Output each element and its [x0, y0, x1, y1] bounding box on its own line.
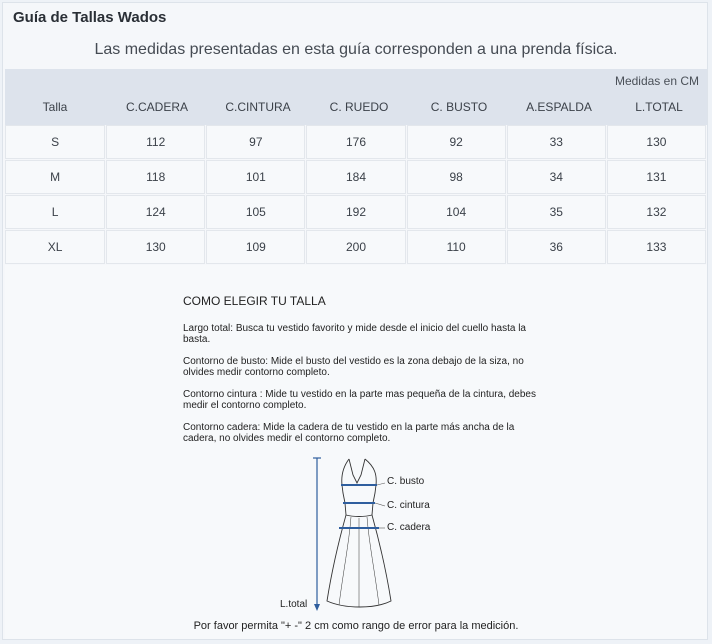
table-row — [5, 230, 707, 265]
guide-paragraph-hip: Contorno cadera: Mide la cadera de tu vestido en la parte más ancha de la cadera, no olvides medir el contorno completo. — [183, 422, 515, 444]
table-header — [5, 69, 707, 125]
table-cell: 131 — [607, 160, 706, 194]
guide-paragraph-waist: Contorno cintura : Mide tu vestido en la parte mas pequeña de la cintura, debes medir el contorno completo. — [183, 389, 536, 411]
table-cell: 36 — [507, 230, 606, 264]
column-header-espalda: A.ESPALDA — [526, 100, 592, 114]
table-cell: 200 — [306, 230, 405, 264]
guide-paragraph-length: Largo total: Busca tu vestido favorito y mide desde el inicio del cuello hasta la basta. — [183, 323, 526, 345]
table-cell: 184 — [306, 160, 405, 194]
table-cell: 132 — [607, 195, 706, 229]
table-cell: 104 — [407, 195, 506, 229]
table-cell: 33 — [507, 125, 606, 159]
page-subtitle: Las medidas presentadas en esta guía corresponden a una prenda física. — [94, 41, 618, 58]
column-header-cadera: C.CADERA — [125, 100, 188, 114]
table-cell: 97 — [206, 125, 305, 159]
length-label: L.total — [280, 599, 308, 610]
error-note: Por favor permita "+ -" 2 cm como rango de error para la medición. — [193, 620, 519, 632]
table-cell: 92 — [407, 125, 506, 159]
table-cell: XL — [5, 230, 105, 264]
waist-label: C. cintura — [387, 500, 430, 511]
column-header-cintura: C.CINTURA — [225, 100, 291, 114]
size-table-body — [5, 125, 707, 265]
table-cell: 98 — [407, 160, 506, 194]
column-header-busto: C. BUSTO — [430, 100, 488, 114]
table-cell: 101 — [206, 160, 305, 194]
dress-outline — [327, 459, 391, 607]
column-header-ruedo: C. RUEDO — [329, 100, 389, 114]
guide-paragraph-bust: Contorno de busto: Mide el busto del vestido es la zona debajo de la siza, no olvides medir contorno completo. — [183, 356, 524, 378]
table-cell: 105 — [206, 195, 305, 229]
table-cell: 35 — [507, 195, 606, 229]
bust-label: C. busto — [387, 476, 425, 487]
table-cell: 130 — [607, 125, 706, 159]
table-cell: 34 — [507, 160, 606, 194]
bust-line — [341, 483, 385, 485]
measuring-guide — [5, 265, 707, 639]
length-arrow — [313, 458, 321, 611]
hip-label: C. cadera — [387, 522, 431, 533]
table-cell: 112 — [106, 125, 205, 159]
guide-title: COMO ELEGIR TU TALLA — [183, 294, 326, 308]
column-header-talla: Talla — [42, 100, 68, 114]
table-cell: 192 — [306, 195, 405, 229]
unit-note: Medidas en CM — [614, 74, 699, 88]
table-cell: 176 — [306, 125, 405, 159]
table-cell: M — [5, 160, 105, 194]
column-header-total: L.TOTAL — [635, 100, 683, 114]
waist-line — [343, 503, 385, 506]
table-cell: L — [5, 195, 105, 229]
table-cell: 133 — [607, 230, 706, 264]
table-row — [5, 160, 707, 195]
table-cell: 109 — [206, 230, 305, 264]
table-cell: 130 — [106, 230, 205, 264]
size-guide-panel — [2, 2, 708, 640]
table-cell: S — [5, 125, 105, 159]
table-row — [5, 125, 707, 160]
table-cell: 110 — [407, 230, 506, 264]
page-title: Guía de Tallas Wados — [13, 9, 167, 26]
table-row — [5, 195, 707, 230]
table-cell: 118 — [106, 160, 205, 194]
table-cell: 124 — [106, 195, 205, 229]
